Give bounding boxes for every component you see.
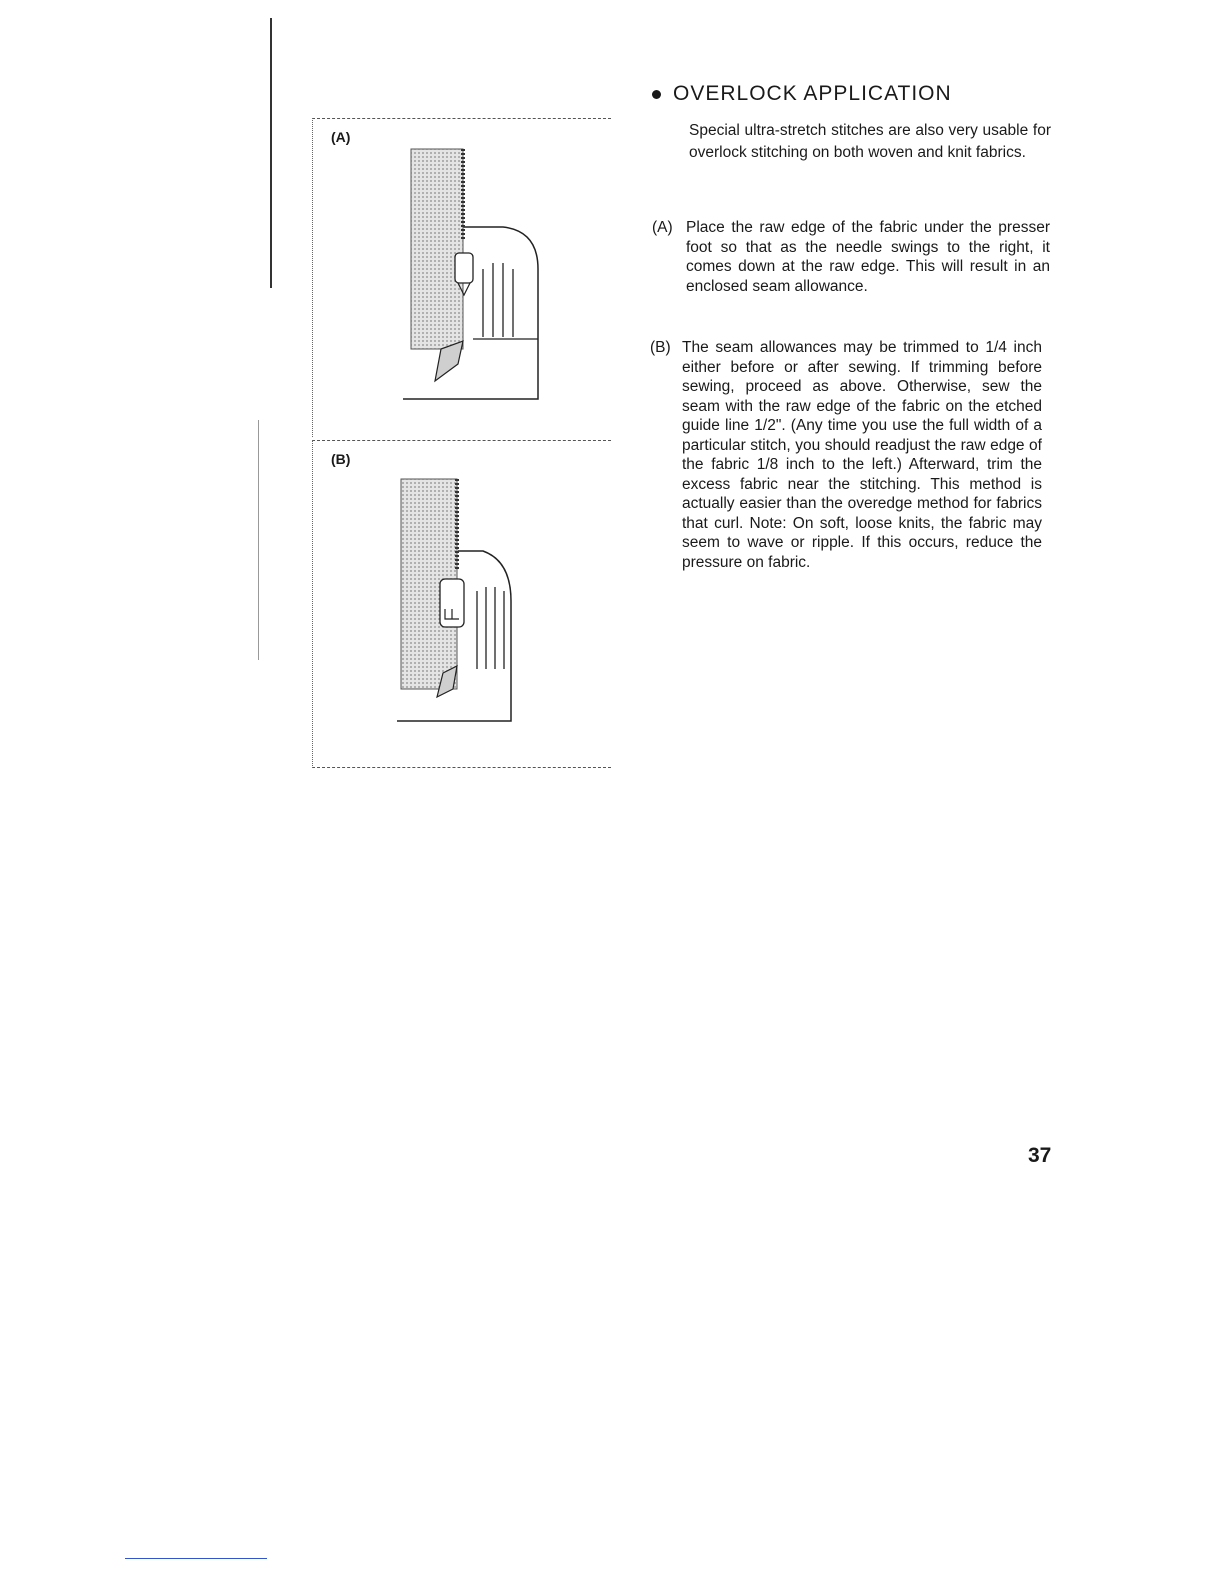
section-heading	[652, 82, 952, 106]
step-a-text: Place the raw edge of the fabric under the presser foot so that as the needle swings to the right, it comes down at the raw edge. This will result in an enclosed seam allowance.	[686, 219, 1050, 295]
figure-b	[312, 440, 611, 768]
figure-a	[312, 118, 611, 437]
figure-a-label: (A)	[331, 129, 351, 145]
step-b-label: (B)	[650, 339, 671, 356]
step-b-text: The seam allowances may be trimmed to 1/4 inch either before or after sewing. If trimming before sewing, proceed as above. Otherwise, sew the seam with the raw edge of the fabric on the etched guide line 1/2". (Any time you use the full width of a particular stitch, you should readjust the raw edge of the fabric 1/8 inch to the left.) Afterward, trim the excess fabric near the stitching. This method is actually easier than the overedge method for fabrics that curl. Note: On soft, loose knits, the fabric may seem to wave or ripple. If this occurs, reduce the pressure on fabric.	[682, 339, 1042, 571]
section-title: OVERLOCK APPLICATION	[673, 82, 952, 105]
figure-b-illustration	[313, 441, 611, 767]
margin-rule	[270, 18, 272, 288]
footer-rule	[125, 1558, 267, 1559]
margin-rule-lower	[258, 420, 259, 660]
figure-a-illustration	[313, 119, 611, 437]
bullet-icon	[652, 90, 661, 99]
figure-b-label: (B)	[331, 451, 351, 467]
step-a-label: (A)	[652, 219, 673, 236]
intro-paragraph: Special ultra-stretch stitches are also very usable for overlock stitching on both woven and knit fabrics.	[689, 122, 1051, 161]
page-number: 37	[1028, 1144, 1052, 1167]
